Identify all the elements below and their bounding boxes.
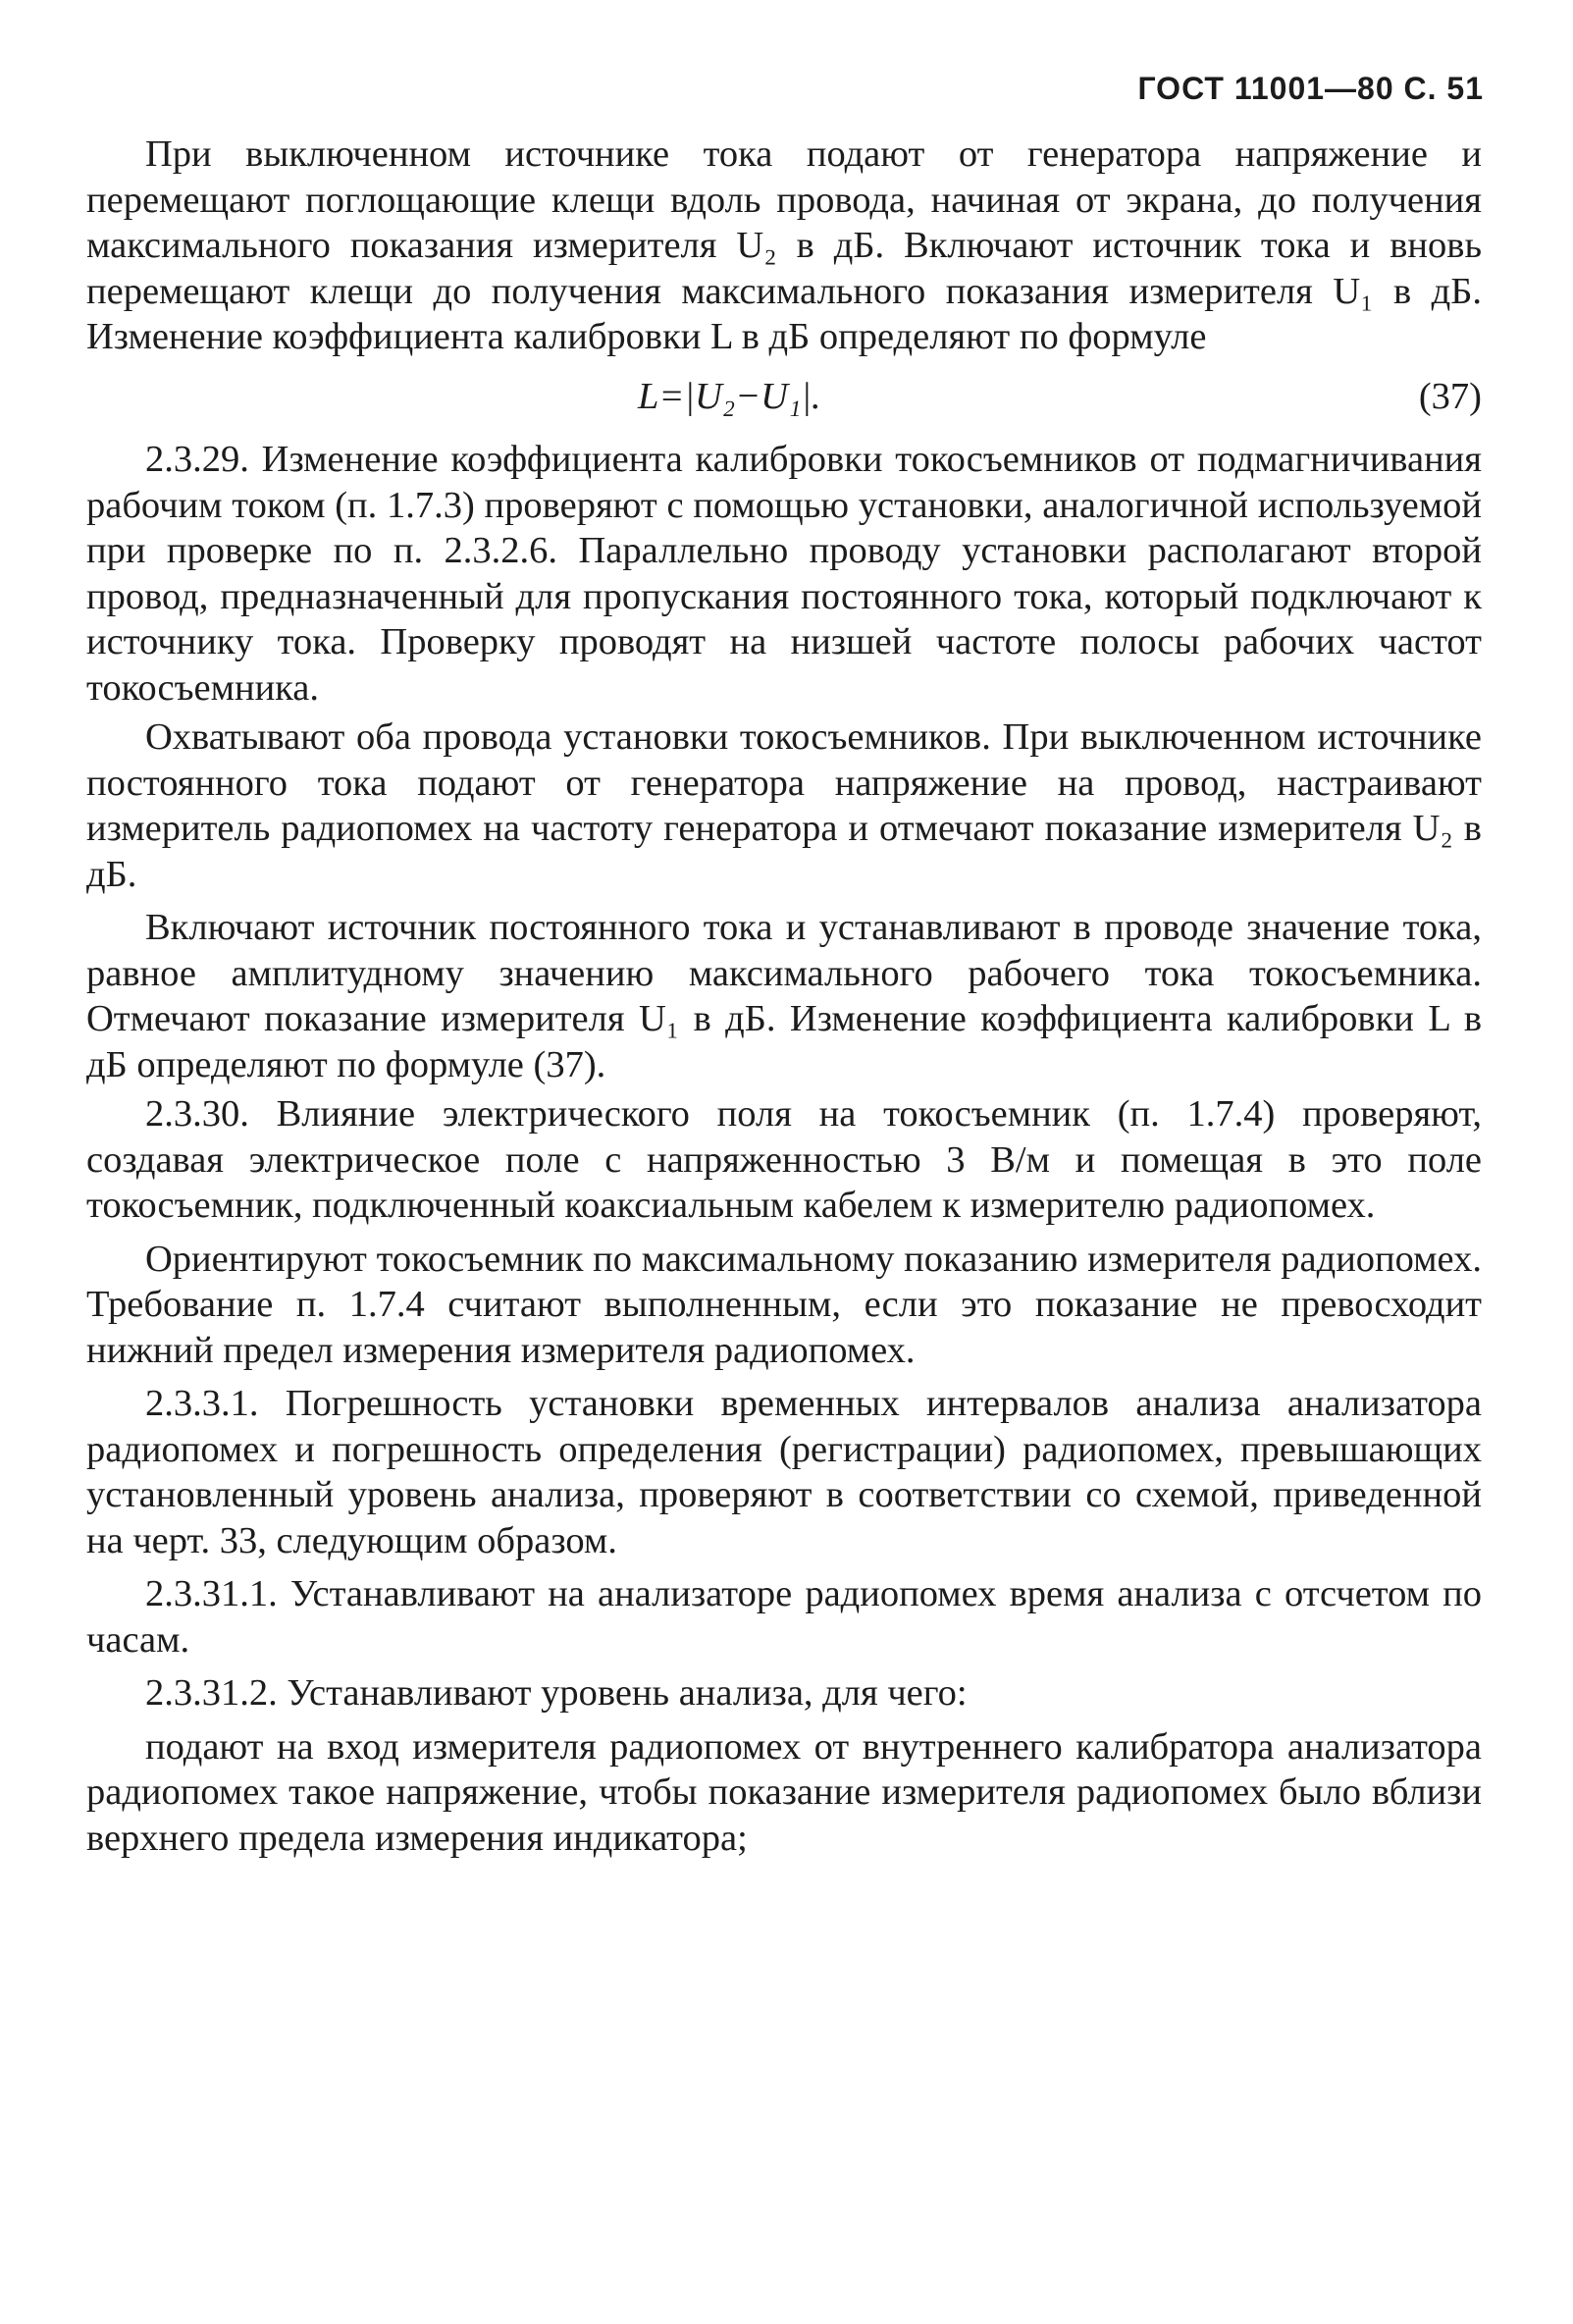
paragraph-3: Охватывают оба провода установки токосъемников. При выключенном источнике постоянного тока подают от генератора напряжение на провод, настраивают измеритель радиопомех на частоту генератора и отмечают показание измерителя U₂ в дБ. — [86, 716, 1482, 895]
formula-37 — [86, 374, 1482, 420]
paragraph-10: подают на вход измерителя радиопомех от внутреннего калибратора анализатора радиопомех такое напряжение, чтобы показание измерителя радиопомех было вблизи верхнего предела измерения индикатора; — [86, 1725, 1482, 1859]
paragraph-2-3-31-1: 2.3.31.1. Устанавливают на анализаторе радиопомех время анализа с отсчетом по часам. — [86, 1573, 1482, 1661]
paragraph-6: Ориентируют токосъемник по максимальному показанию измерителя радиопомех. Требование п. 1.7.4 считают выполненным, если это показание не превосходит нижний предел измерения измерителя радиопомех. — [86, 1238, 1482, 1371]
paragraph-2-3-29: 2.3.29. Изменение коэффициента калибровки токосъемников от подмагничивания рабочим током (п. 1.7.3) проверяют с помощью установки, аналогичной используемой при проверке по п. 2.3.2.6. Параллельно проводу установки располагают второй провод, предназначенный для пропускания постоянного тока, который подключают к источнику тока. Проверку проводят на низшей частоте полосы рабочих частот токосъемника. — [86, 439, 1482, 709]
paragraph-2-3-30: 2.3.30. Влияние электрического поля на токосъемник (п. 1.7.4) проверяют, создавая электрическое поле с напряженностью 3 В/м и помещая в это поле токосъемник, подключенный коаксиальным кабелем к измерителю радиопомех. — [86, 1093, 1482, 1226]
paragraph-2-3-31-2: 2.3.31.2. Устанавливают уровень анализа, для чего: — [145, 1672, 968, 1714]
paragraph-2-3-3-1: 2.3.3.1. Погрешность установки временных интервалов анализа анализатора радиопомех и погрешность определения (регистрации) радиопомех, превышающих установленный уровень анализа, проверяют в соответствии со схемой, приведенной на черт. 33, следующим образом. — [86, 1383, 1482, 1561]
paragraph-4: Включают источник постоянного тока и устанавливают в проводе значение тока, равное амплитудному значению максимального рабочего тока токосъемника. Отмечают показание измерителя U₁ в дБ. Изменение коэффициента калибровки L в дБ определяют по формуле (37). — [86, 907, 1482, 1085]
formula-expression: L=|U₂−U₁|. — [638, 375, 821, 417]
document-page — [86, 69, 1482, 1869]
paragraph-1: При выключенном источнике тока подают от генератора напряжение и перемещают поглощающие клещи вдоль провода, начиная от экрана, до получения максимального показания измерителя U₂ в дБ. Включают источник тока и вновь перемещают клещи до получения максимального показания измерителя U₁ в дБ. Изменение коэффициента калибровки L в дБ определяют по формуле — [86, 133, 1482, 357]
page-header: ГОСТ 11001—80 С. 51 — [1137, 71, 1484, 106]
formula-number: (37) — [1418, 375, 1482, 417]
